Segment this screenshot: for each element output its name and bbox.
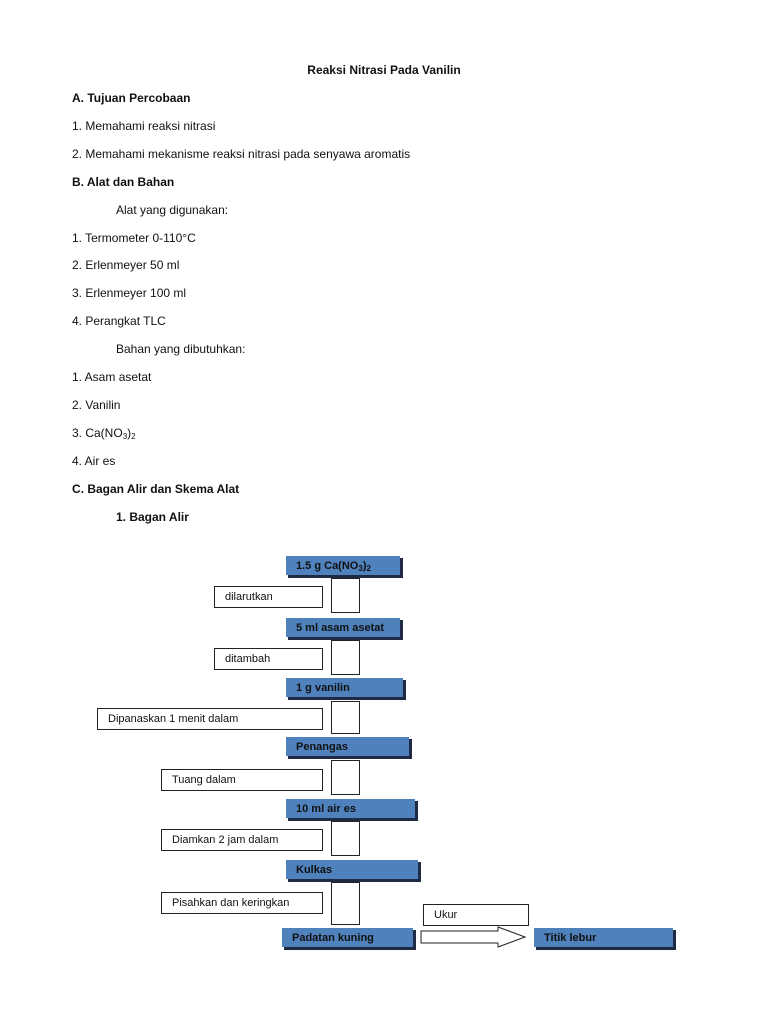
section-c-heading: C. Bagan Alir dan Skema Alat <box>72 482 240 496</box>
bahan-item-2: 2. Vanilin <box>72 398 121 412</box>
flow-action-4: Tuang dalam <box>161 769 323 791</box>
flow-step-6: Kulkas <box>285 859 418 879</box>
bahan-item-3-text: 3. Ca(NO <box>72 426 123 440</box>
bahan-item-3-sub: 3 <box>122 432 128 441</box>
flow-step-3: 1 g vanilin <box>285 677 403 697</box>
document-title: Reaksi Nitrasi Pada Vanilin <box>307 63 461 77</box>
tujuan-item-1: 1. Memahami reaksi nitrasi <box>72 119 216 133</box>
flow-connector-6 <box>331 882 360 925</box>
flow-connector-3 <box>331 701 360 734</box>
flow-connector-2 <box>331 640 360 675</box>
flow-step-5: 10 ml air es <box>285 798 415 818</box>
flow-step-1 <box>285 555 400 575</box>
flow-connector-5 <box>331 821 360 856</box>
flow-action-3: Dipanaskan 1 menit dalam <box>97 708 323 730</box>
flow-action-6: Pisahkan dan keringkan <box>161 892 323 914</box>
bahan-heading: Bahan yang dibutuhkan: <box>116 342 246 356</box>
flow-step-7: Padatan kuning <box>281 927 413 947</box>
flow-action-1: dilarutkan <box>214 586 323 608</box>
flow-step-2: 5 ml asam asetat <box>285 617 400 637</box>
flow-action-7: Ukur <box>423 904 529 926</box>
bahan-item-3-sub2: 2 <box>131 432 136 441</box>
alat-item-1: 1. Termometer 0-110°C <box>72 231 196 245</box>
alat-heading: Alat yang digunakan: <box>116 203 229 217</box>
flow-connector-1 <box>331 578 360 613</box>
flow-connector-4 <box>331 760 360 795</box>
flow-step-1-text: 1.5 g Ca(NO <box>296 560 359 572</box>
flow-step-1-sub: 3 <box>358 564 363 573</box>
bahan-item-1: 1. Asam asetat <box>72 370 152 384</box>
flow-action-2: ditambah <box>214 648 323 670</box>
alat-item-3: 3. Erlenmeyer 100 ml <box>72 286 187 300</box>
bahan-item-3-close: ) <box>127 426 132 440</box>
flow-action-5: Diamkan 2 jam dalam <box>161 829 323 851</box>
section-a-heading: A. Tujuan Percobaan <box>72 91 191 105</box>
flow-step-8: Titik lebur <box>533 927 673 947</box>
flow-step-4: Penangas <box>285 736 409 756</box>
bagan-alir-heading: 1. Bagan Alir <box>116 510 189 524</box>
flow-arrow-right <box>420 926 528 948</box>
bahan-item-4: 4. Air es <box>72 454 116 468</box>
alat-item-2: 2. Erlenmeyer 50 ml <box>72 258 180 272</box>
section-b-heading: B. Alat dan Bahan <box>72 175 175 189</box>
bahan-item-3 <box>72 426 136 441</box>
alat-item-4: 4. Perangkat TLC <box>72 314 166 328</box>
flow-step-1-close: ) <box>362 560 367 572</box>
tujuan-item-2: 2. Memahami mekanisme reaksi nitrasi pada senyawa aromatis <box>72 147 411 161</box>
flow-step-1-sub2: 2 <box>366 564 371 573</box>
